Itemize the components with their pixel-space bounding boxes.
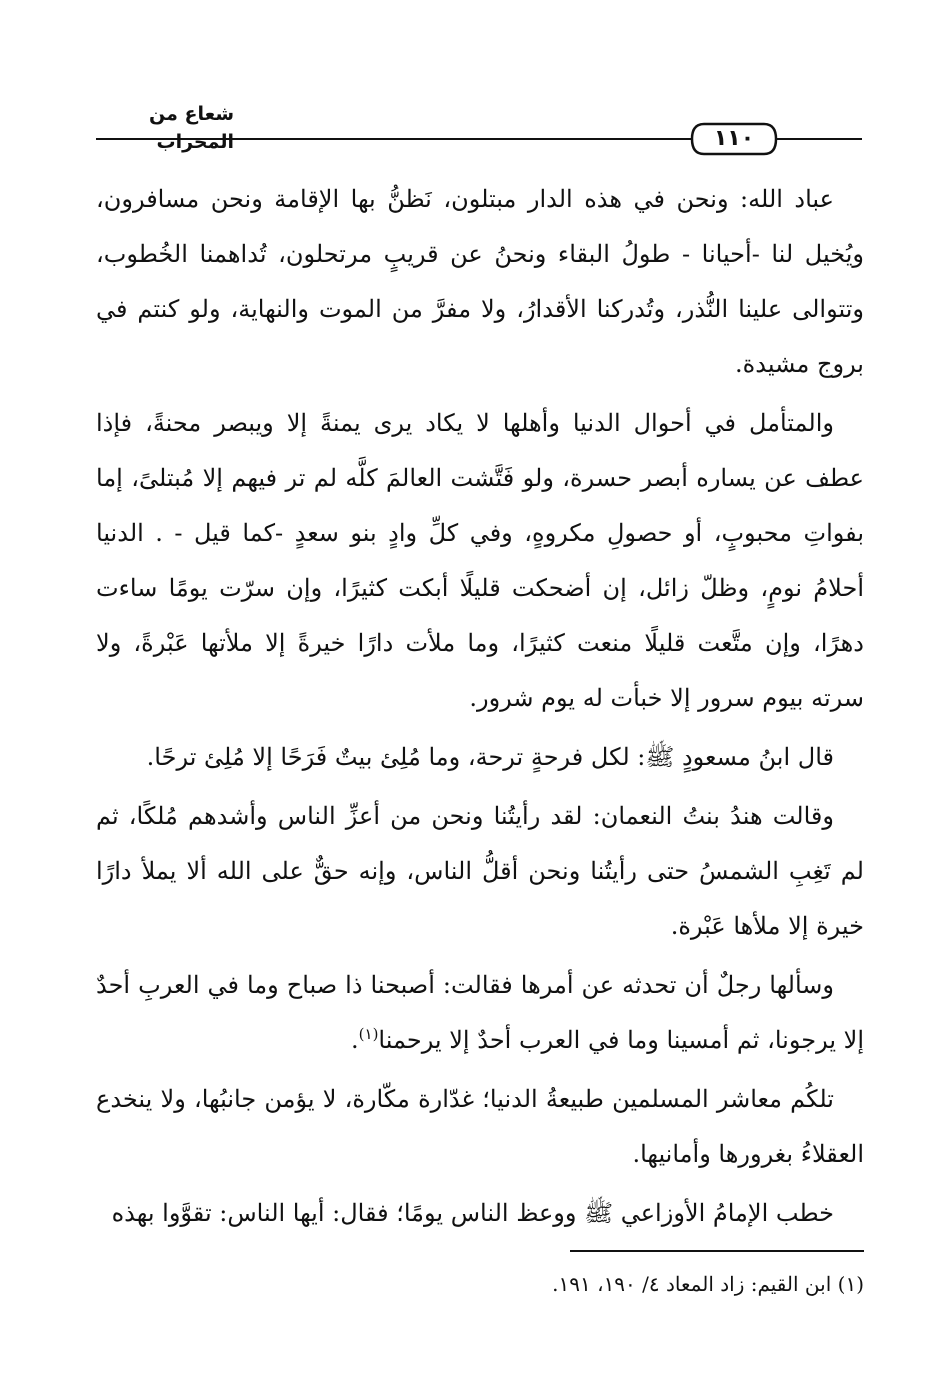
footnote-rule <box>570 1250 864 1252</box>
paragraph: وقالت هندُ بنتُ النعمان: لقد رأيتُنا ونحن من أعزِّ الناس وأشدهم مُلكًا، ثم لم تَغِبِ الشمسُ حتى رأيتُنا ونحن أقلُّ الناس، وإنه حقٌّ على الله ألا يملأ دارًا خيرة إلا ملأها عَبْرة. <box>96 802 864 940</box>
paragraph: قال ابنُ مسعودٍ ﷺ: لكل فرحةٍ ترحة، وما مُلِئ بيتٌ فَرَحًا إلا مُلِئ ترحًا. <box>146 743 834 771</box>
paragraph-end: . <box>351 1026 359 1054</box>
footnote: (١) ابن القيم: زاد المعاد ٤/ ١٩٠، ١٩١. <box>552 1272 864 1296</box>
paragraph: خطب الإمامُ الأوزاعي ﷺ ووعظ الناس يومًا؛ فقال: أيها الناس: تقوَّوا بهذه <box>111 1199 834 1227</box>
paragraph-text: وسألها رجلٌ أن تحدثه عن أمرها فقالت: أصبحنا ذا صباح وما في العربِ أحدٌ إلا يرجونا، ثم أمسينا وما في العرب أحدٌ إلا يرحمنا <box>96 971 864 1054</box>
page-number-badge <box>690 122 778 156</box>
running-title: شعاع من المحراب <box>149 103 234 153</box>
paragraph: عباد الله: ونحن في هذه الدار مبتلون، نَظنُّ بها الإقامة ونحن مسافرون، ويُخيل لنا -أحيانا - طولُ البقاء ونحنُ عن قريبٍ مرتحلون، تُداهمنا الخُطوب، وتتوالى علينا النُّذر، وتُدركنا الأقدارُ، ولا مفرَّ من الموت والنهاية، ولو كنتم في بروج مشيدة. <box>96 185 864 378</box>
footnote-marker: (١) <box>358 1025 379 1043</box>
paragraph: والمتأمل في أحوال الدنيا وأهلها لا يكاد يرى يمنةً إلا ويبصر محنةً، فإذا عطف عن يساره أبصر حسرة، ولو فَتَّشت العالمَ كلَّه لم تر فيهم إلا مُبتلىً، إما بفواتِ محبوبٍ، أو حصولِ مكروهٍ، وفي كلِّ وادٍ بنو سعدٍ -كما قيل - . الدنيا أحلامُ نومٍ، وظلّ زائل، إن أضحكت قليلًا أبكت كثيرًا، وإن سرّت يومًا ساءت دهرًا، وإن متَّعت قليلًا منعت كثيرًا، وما ملأت دارًا خيرةً إلا ملأتها عَبْرةً، ولا سرته بيوم سرور إلا خبأت له يوم شرور. <box>96 409 864 712</box>
page-number: ١١٠ <box>713 126 755 151</box>
body-text <box>96 172 864 1245</box>
paragraph-with-footnote <box>96 958 864 1068</box>
paragraph: تلكُم معاشر المسلمين طبيعةُ الدنيا؛ غدّارة مكّارة، لا يؤمن جانبُها، ولا ينخدع العقلاءُ بغرورها وأمانيها. <box>96 1085 864 1168</box>
